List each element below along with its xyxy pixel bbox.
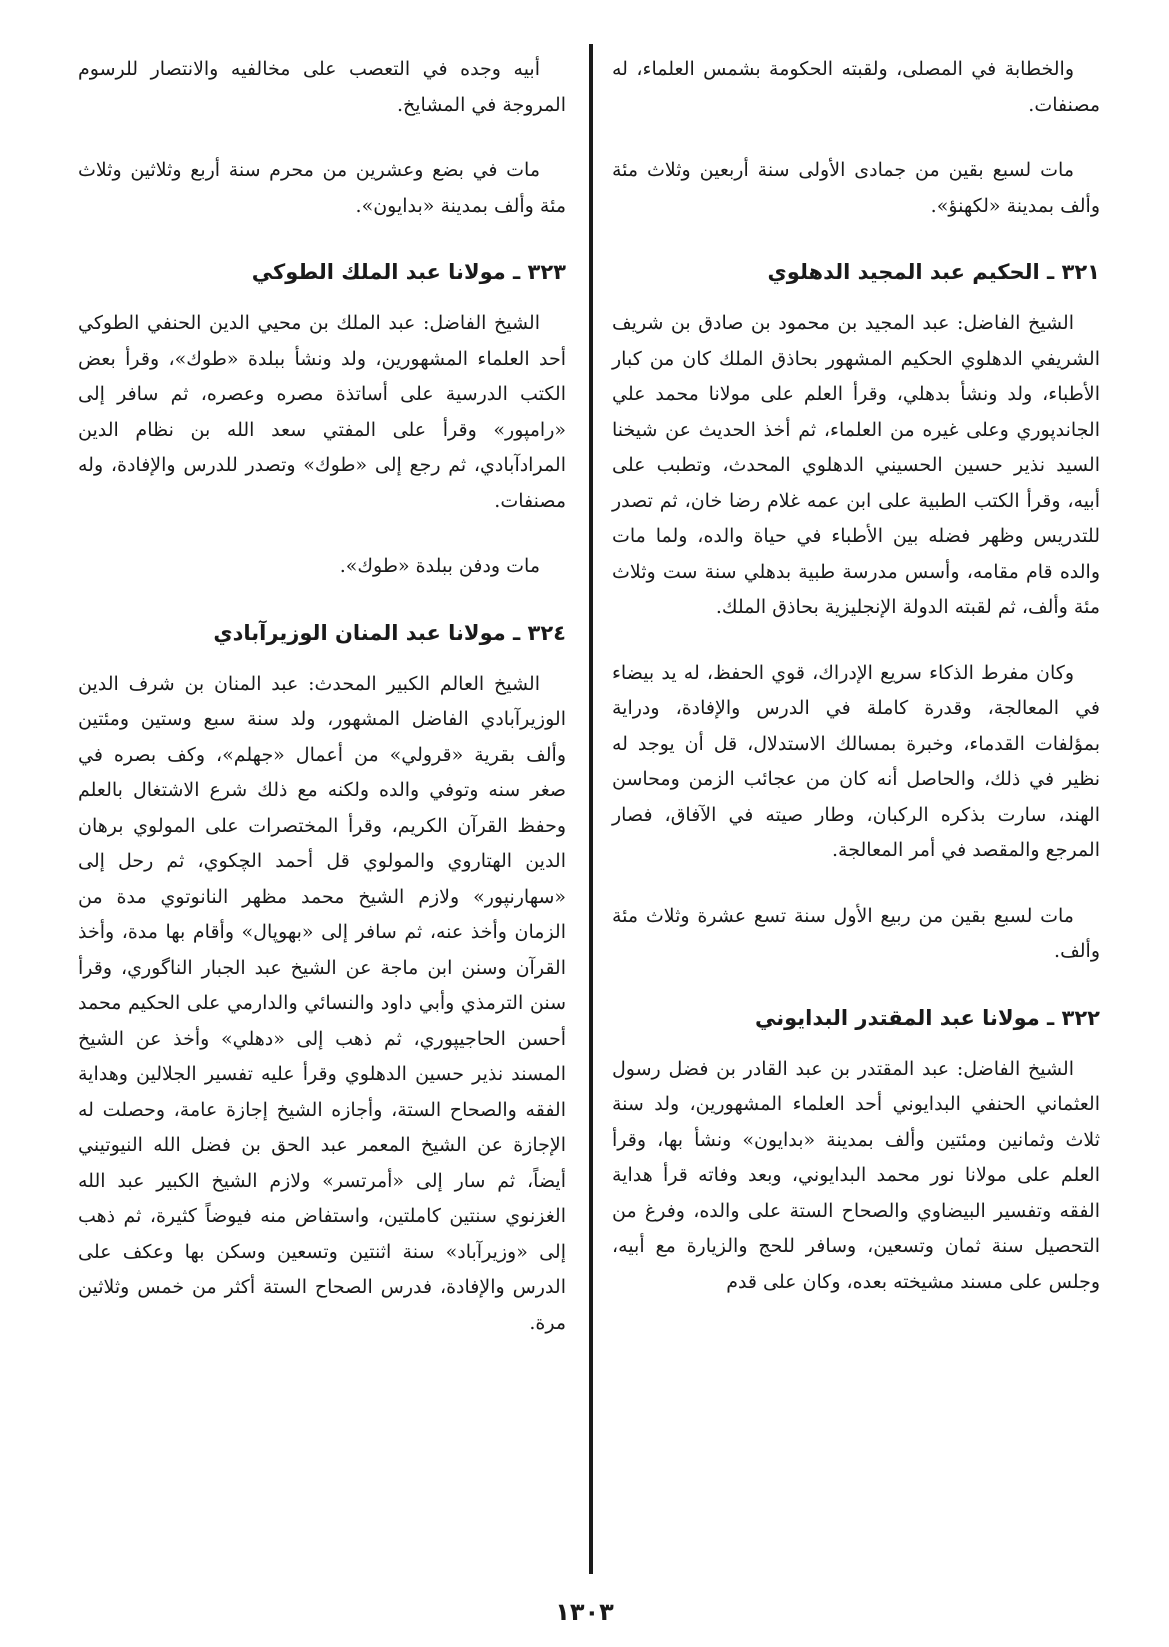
left-column [78,52,566,1341]
paragraph: الشيخ العالم الكبير المحدث: عبد المنان بن شرف الدين الوزيرآبادي الفاضل المشهور، ولد سنة سبع وستين ومئتين وألف بقرية «قرولي» من أعمال «جهلم»، وكف بصره في صغر سنه وتوفي والده ولكنه مع ذلك شرع الاشتغال بالعلم وحفظ القرآن الكريم، وقرأ المختصرات على المولوي برهان الدين الهتاروي والمولوي قل أحمد الچكوي، ثم رحل إلى «سهارنپور» ولازم الشيخ محمد مظهر النانوتوي مدة من الزمان وأخذ عنه، ثم سافر إلى «بهوپال» وأقام بها مدة، وأخذ القرآن وسنن ابن ماجة عن الشيخ عبد الجبار الناگوري، وقرأ سنن الترمذي وأبي داود والنسائي والدارمي على الحكيم محمد أحسن الحاجيپوري، ثم ذهب إلى «دهلي» وأخذ عن الشيخ المسند نذير حسين الدهلوي وقرأ عليه تفسير الجلالين وهداية الفقه والصحاح الستة، وأجازه الشيخ إجازة عامة، وحصلت له الإجازة عن الشيخ المعمر عبد الحق بن فضل الله النيوتيني أيضاً، ثم سار إلى «أمرتسر» ولازم الشيخ الكبير عبد الله الغزنوي سنتين كاملتين، واستفاض منه فيوضاً كثيرة، ثم ذهب إلى «وزيرآباد» سنة اثنتين وتسعين وسكن بها وعكف على الدرس والإفادة، فدرس الصحاح الستة أكثر من خمس وثلاثين مرة. [78,672,566,1334]
paragraph: والخطابة في المصلى، ولقبته الحكومة بشمس العلماء، له مصنفات. [612,58,1100,116]
column-divider [589,44,593,1574]
paragraph: أبيه وجده في التعصب على مخالفيه والانتصار للرسوم المروجة في المشايخ. [78,58,566,116]
paragraph: الشيخ الفاضل: عبد المقتدر بن عبد القادر بن فضل رسول العثماني الحنفي البدايوني أحد العلماء المشهورين، ولد سنة ثلاث وثمانين ومئتين وألف بمدينة «بدايون» ونشأ بها، وقرأ العلم على مولانا نور محمد البدايوني، وبعد وفاته قرأ هداية الفقه وتفسير البيضاوي والصحاح الستة على والده، وفرغ من التحصيل سنة ثمان وتسعين، وسافر للحج والزيارة مع أبيه، وجلس على مسند مشيخته بعده، وكان على قدم [612,1057,1100,1293]
page-number: ١٣٠٣ [555,1598,614,1626]
paragraph: مات في بضع وعشرين من محرم سنة أربع وثلاثين وثلاث مئة وألف بمدينة «بدايون». [78,159,566,217]
entry-heading-322: ٣٢٢ ـ مولانا عبد المقتدر البدايوني [754,1005,1100,1030]
entry-heading-324: ٣٢٤ ـ مولانا عبد المنان الوزيرآبادي [213,620,566,645]
paragraph: مات لسبع بقين من جمادى الأولى سنة أربعين وثلاث مئة وألف بمدينة «لكهنؤ». [612,159,1100,217]
right-column [612,52,1100,1300]
entry-heading-321: ٣٢١ ـ الحكيم عبد المجيد الدهلوي [767,260,1100,284]
paragraph: مات لسبع بقين من ربيع الأول سنة تسع عشرة وثلاث مئة وألف. [612,904,1100,962]
entry-heading-323: ٣٢٣ ـ مولانا عبد الملك الطوكي [251,260,566,284]
paragraph: الشيخ الفاضل: عبد المجيد بن محمود بن صادق بن شريف الشريفي الدهلوي الحكيم المشهور بحاذق الملك كان من كبار الأطباء، ولد ونشأ بدهلي، وقرأ العلم على مولانا محمد علي الجاندپوري وعلى غيره من العلماء، ثم أخذ الحديث عن شيخنا السيد نذير حسين الحسيني الدهلوي المحدث، وتطبب على أبيه، وقرأ الكتب الطبية على ابن عمه غلام رضا خان، ثم تصدر للتدريس وظهر فضله بين الأطباء في حياة والده، ولما مات والده قام مقامه، وأسس مدرسة طبية بدهلي سنة ست وثلاث مئة وألف، ثم لقبته الدولة الإنجليزية بحاذق الملك. [612,312,1100,618]
paragraph: الشيخ الفاضل: عبد الملك بن محيي الدين الحنفي الطوكي أحد العلماء المشهورين، ولد ونشأ ببلدة «طوك»، وقرأ بعض الكتب الدرسية على أساتذة مصره وعصره، ثم سافر إلى «رامپور» وقرأ على المفتي سعد الله بن نظام الدين المرادآبادي، ثم رجع إلى «طوك» وتصدر للدرس والإفادة، وله مصنفات. [78,312,566,512]
paragraph: مات ودفن ببلدة «طوك». [339,555,540,577]
paragraph: وكان مفرط الذكاء سريع الإدراك، قوي الحفظ، له يد بيضاء في المعالجة، وقدرة كاملة في الدرس والإفادة، ودراية بمؤلفات القدماء، وخبرة بمسالك الاستدلال، قل أن يوجد له نظير في ذلك، والحاصل أنه كان من عجائب الزمن ومحاسن الهند، سارت بذكره الركبان، وطار صيته في الآفاق، فصار المرجع والمقصد في أمر المعالجة. [612,661,1100,861]
